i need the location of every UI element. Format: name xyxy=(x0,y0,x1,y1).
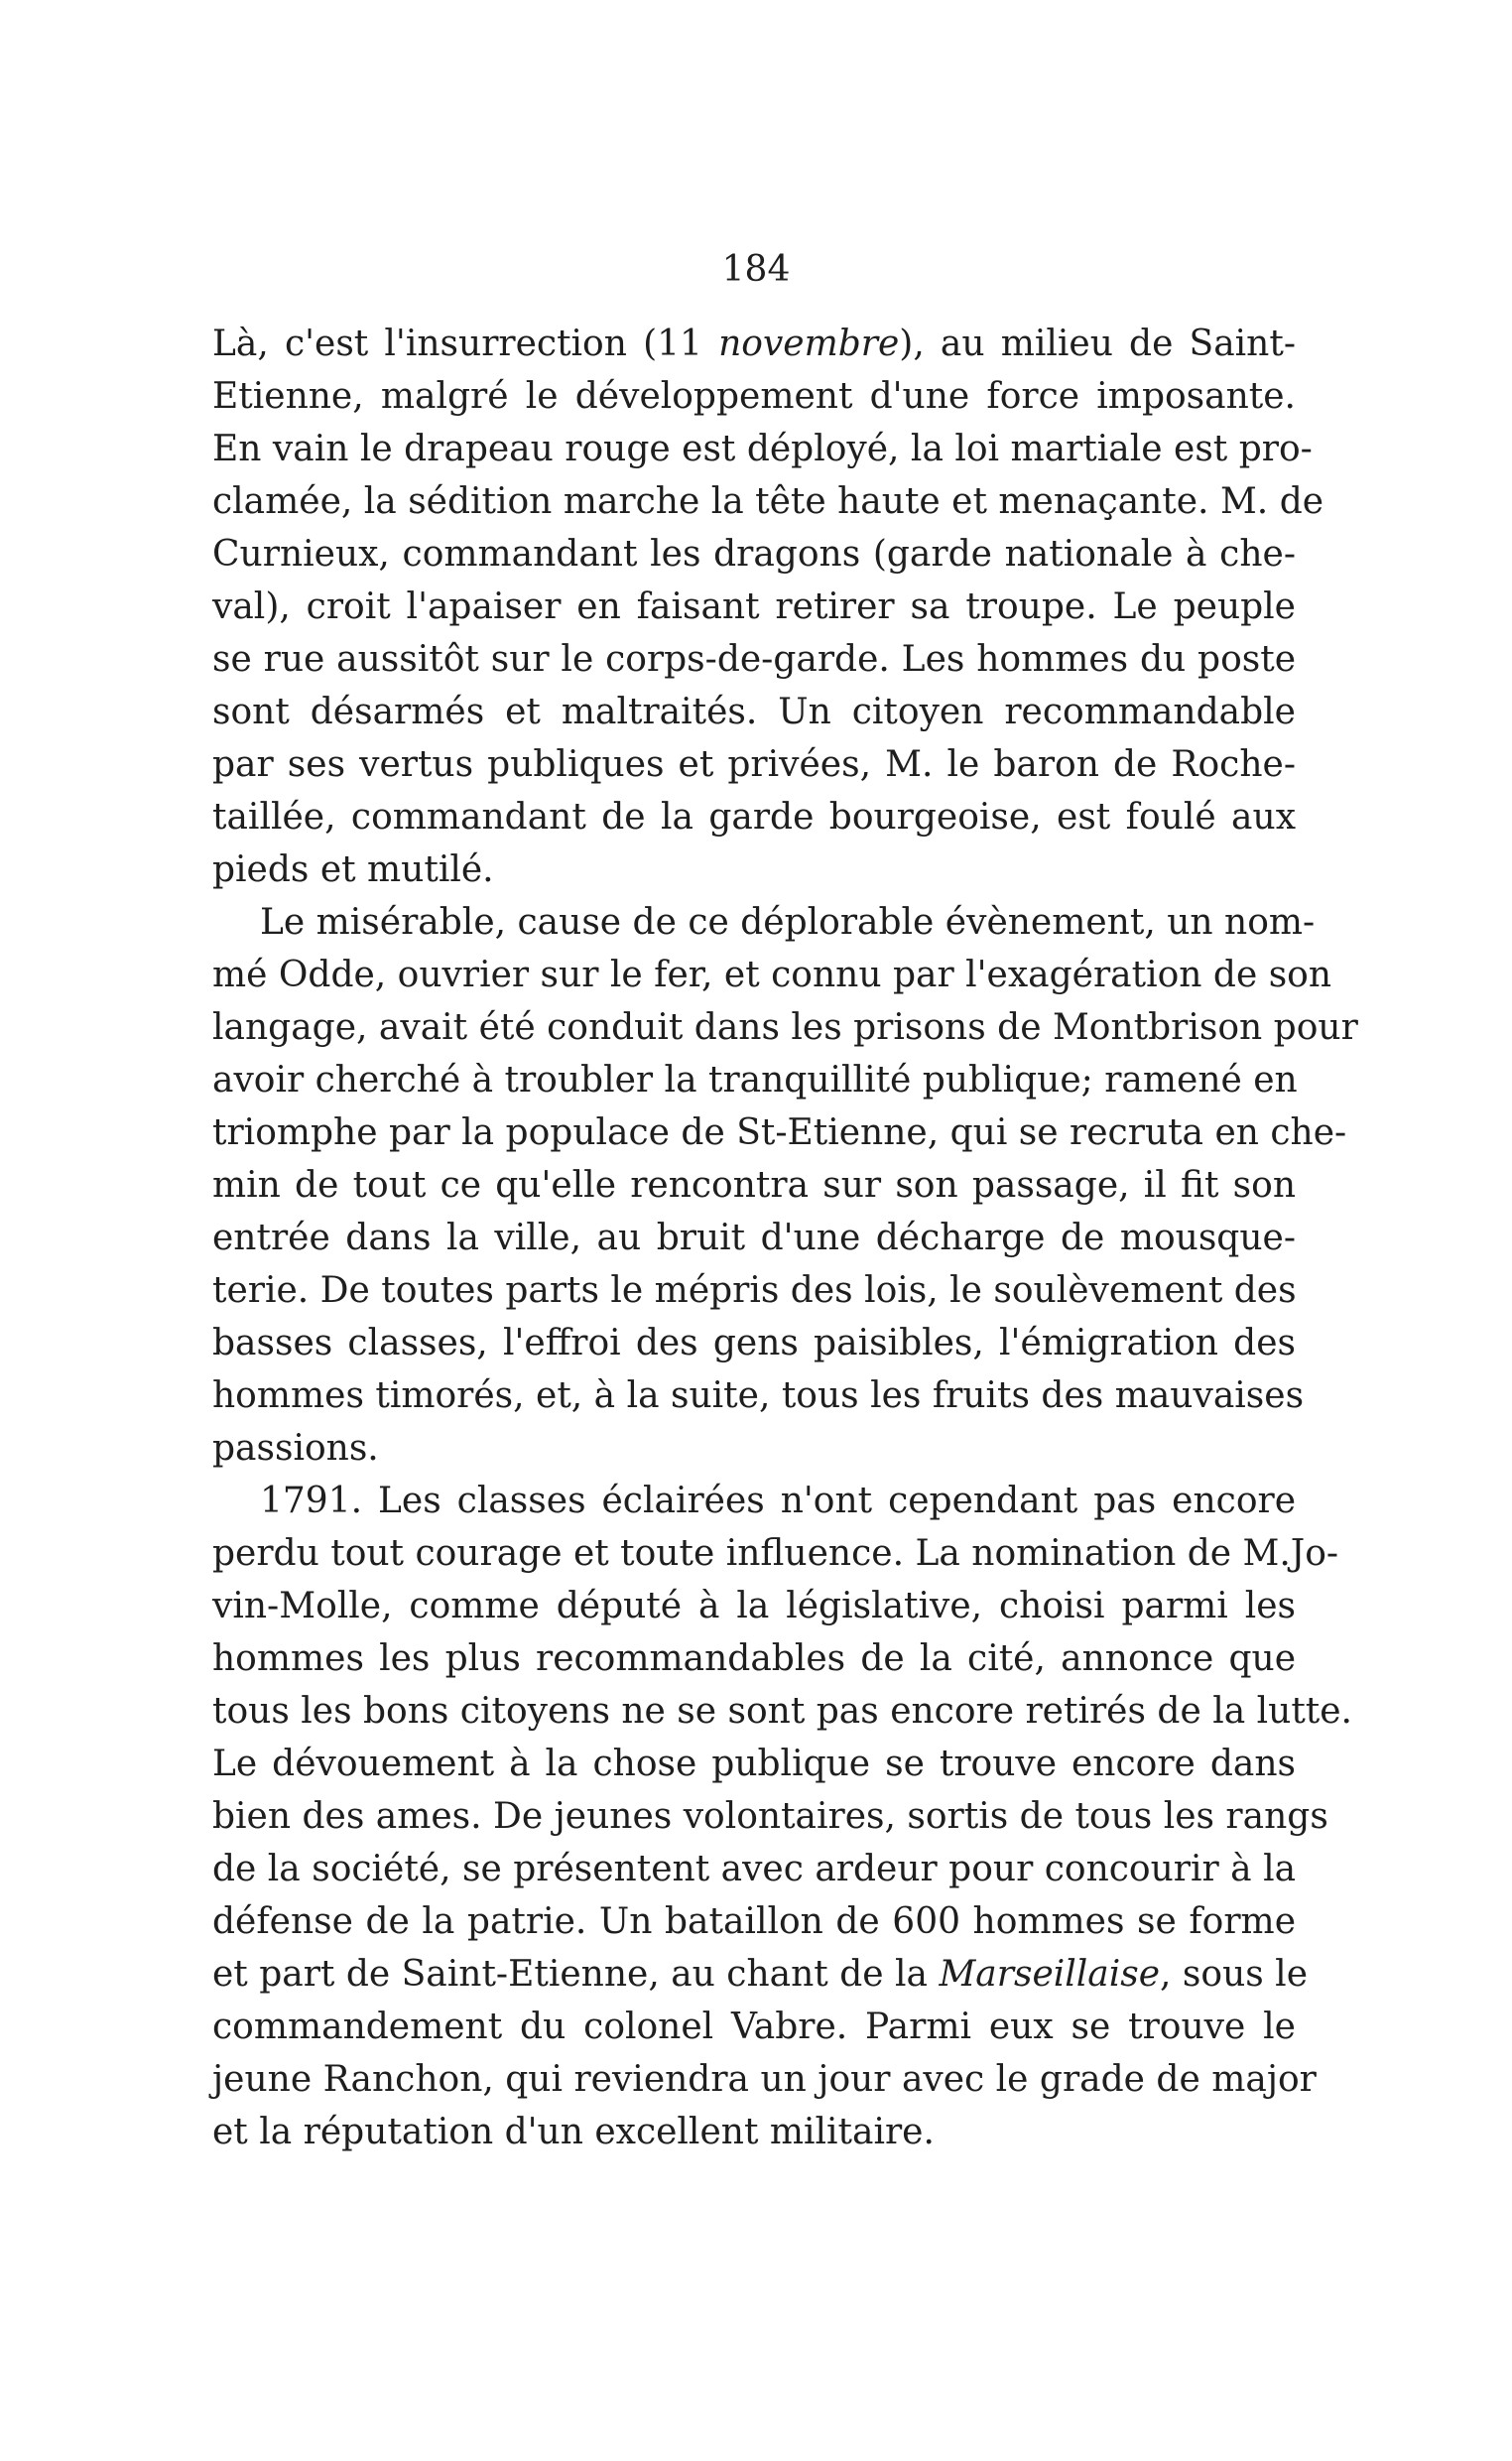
text-line: basses classes, l'effroi des gens paisibles, l'émigration des xyxy=(212,1323,1296,1363)
text-line: taillée, commandant de la garde bourgeoise, est foulé aux xyxy=(212,797,1296,838)
text-line: commandement du colonel Vabre. Parmi eux se trouve le xyxy=(212,2007,1296,2047)
text-line: vin-Molle, comme député à la législative, choisi parmi les xyxy=(212,1586,1296,1626)
text-line: pieds et mutilé. xyxy=(212,849,494,890)
text-line: En vain le drapeau rouge est déployé, la loi martiale est pro- xyxy=(212,429,1313,469)
text-line: langage, avait été conduit dans les prisons de Montbrison pour xyxy=(212,1007,1358,1048)
text-line: Le misérable, cause de ce déplorable évènement, un nom- xyxy=(260,902,1316,943)
text-line: défense de la patrie. Un bataillon de 600 hommes se forme xyxy=(212,1901,1296,1942)
text-line: min de tout ce qu'elle rencontra sur son passage, il fit son xyxy=(212,1165,1296,1206)
text-line: entrée dans la ville, au bruit d'une décharge de mousque- xyxy=(212,1218,1296,1258)
text-line: passions. xyxy=(212,1428,379,1469)
text-line: jeune Ranchon, qui reviendra un jour avec le grade de major xyxy=(212,2059,1317,2100)
text-line: perdu tout courage et toute influence. La nomination de M.Jo- xyxy=(212,1533,1339,1574)
text-line: se rue aussitôt sur le corps-de-garde. Les hommes du poste xyxy=(212,639,1296,680)
text-line: val), croit l'apaiser en faisant retirer sa troupe. Le peuple xyxy=(212,586,1296,627)
text-line: mé Odde, ouvrier sur le fer, et connu par l'exagération de son xyxy=(212,955,1332,995)
text-line: et part de Saint-Etienne, au chant de la Marseillaise, sous le xyxy=(212,1954,1309,1995)
text-line: hommes les plus recommandables de la cité, annonce que xyxy=(212,1638,1296,1679)
text-line: Là, c'est l'insurrection (11 novembre), au milieu de Saint- xyxy=(212,324,1296,364)
text-line: Le dévouement à la chose publique se trouve encore dans xyxy=(212,1744,1296,1784)
text-line: de la société, se présentent avec ardeur pour concourir à la xyxy=(212,1849,1297,1889)
text-line: Etienne, malgré le développement d'une force imposante. xyxy=(212,376,1296,417)
text-line: terie. De toutes parts le mépris des lois, le soulèvement des xyxy=(212,1270,1297,1311)
text-line: tous les bons citoyens ne se sont pas encore retirés de la lutte. xyxy=(212,1691,1352,1732)
text-line: clamée, la sédition marche la tête haute et menaçante. M. de xyxy=(212,481,1324,522)
text-line: sont désarmés et maltraités. Un citoyen recommandable xyxy=(212,692,1296,732)
text-line: avoir cherché à troubler la tranquillité publique; ramené en xyxy=(212,1060,1298,1101)
text-line: par ses vertus publiques et privées, M. le baron de Roche- xyxy=(212,744,1296,785)
text-line: 1791. Les classes éclairées n'ont cependant pas encore xyxy=(260,1481,1296,1521)
text-line: et la réputation d'un excellent militaire. xyxy=(212,2112,935,2152)
text-line: Curnieux, commandant les dragons (garde nationale à che- xyxy=(212,534,1296,575)
text-line: bien des ames. De jeunes volontaires, sortis de tous les rangs xyxy=(212,1796,1328,1837)
page-number: 184 xyxy=(721,249,791,290)
text-line: triomphe par la populace de St-Etienne, qui se recruta en che- xyxy=(212,1112,1347,1153)
text-line: hommes timorés, et, à la suite, tous les fruits des mauvaises xyxy=(212,1375,1305,1416)
